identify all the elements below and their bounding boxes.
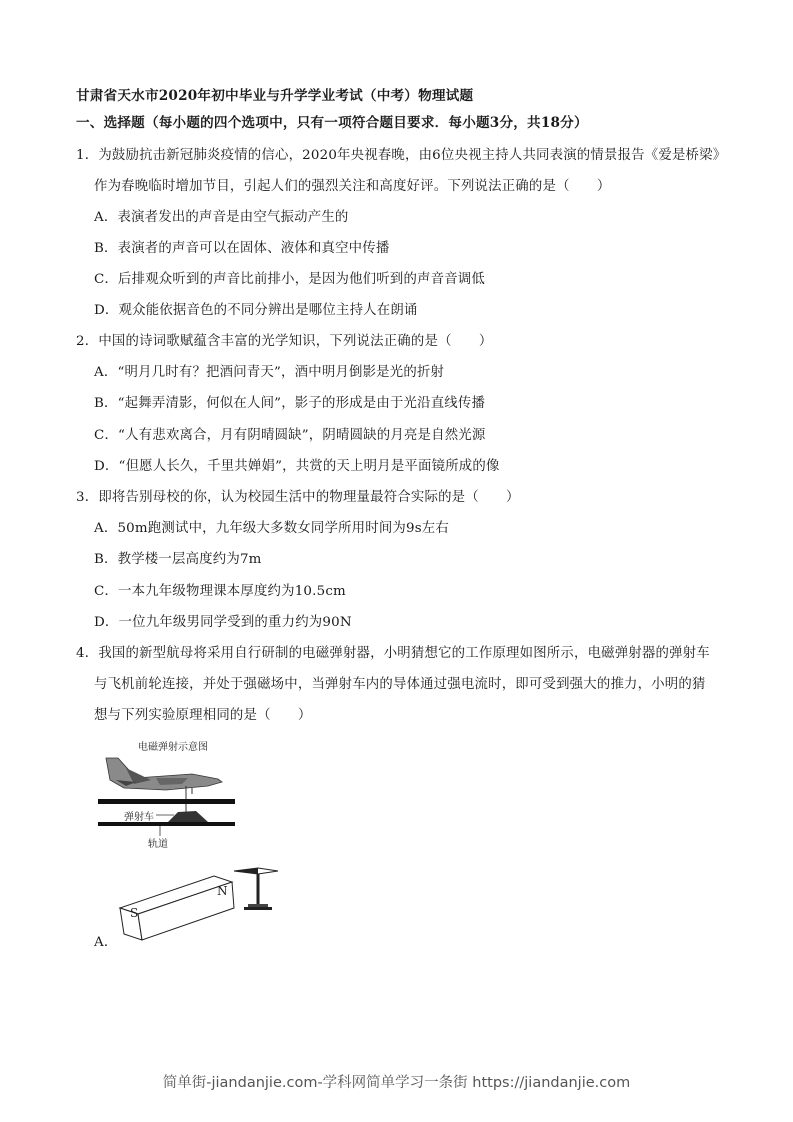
- option-a-label: A．: [94, 935, 118, 950]
- question-number: 3．: [76, 490, 99, 505]
- question-2-option-c: C．“人有悲欢离合，月有阴晴圆缺”，阴晴圆缺的月亮是自然光源: [94, 428, 486, 443]
- magnet-pole-s: S: [130, 906, 139, 920]
- question-1-option-c: C．后排观众听到的声音比前排小，是因为他们听到的声音音调低: [94, 272, 485, 287]
- question-number: 1．: [76, 148, 99, 163]
- question-3: [76, 489, 520, 507]
- question-4-text-cont-1: 与飞机前轮连接，并处于强磁场中，当弹射车内的导体通过强电流时，即可受到强大的推力，小明的猜: [94, 677, 706, 692]
- question-number: 2．: [76, 334, 99, 349]
- question-3-option-a: A．50m跑测试中，九年级大多数女同学所用时间为9s左右: [94, 521, 449, 536]
- footer-watermark: 简单街-jiandanjie.com-学科网简单学习一条街 https://jiandanjie.com: [162, 1075, 631, 1091]
- question-4: [76, 645, 710, 663]
- question-1: [76, 147, 726, 165]
- question-2-option-d: D．“但愿人长久，千里共婵娟”，共赏的天上明月是平面镜所成的像: [94, 459, 500, 474]
- question-2: [76, 333, 492, 351]
- bar-magnet-icon: [92, 864, 292, 954]
- label-track: 轨道: [148, 839, 168, 850]
- jet-aircraft-icon: [96, 738, 241, 850]
- diagram-caption: 电磁弹射示意图: [138, 742, 208, 753]
- question-2-option-a: A．“明月几时有？把酒问青天”，酒中明月倒影是光的折射: [94, 365, 445, 380]
- question-1-option-a: A．表演者发出的声音是由空气振动产生的: [94, 210, 349, 225]
- question-number: 4．: [76, 646, 99, 661]
- label-catapult-cart: 弹射车: [124, 812, 154, 823]
- question-4-text-cont-2: 想与下列实验原理相同的是（ ）: [94, 708, 312, 723]
- question-text: 即将告别母校的你，认为校园生活中的物理量最符合实际的是（ ）: [98, 490, 520, 505]
- question-2-option-b: B．“起舞弄清影，何似在人间”，影子的形成是由于光沿直线传播: [94, 396, 486, 411]
- question-3-option-b: B．教学楼一层高度约为7m: [94, 552, 262, 567]
- question-1-text-cont: 作为春晚临时增加节目，引起人们的强烈关注和高度好评。下列说法正确的是（ ）: [94, 179, 611, 194]
- document-title: 甘肃省天水市2020年初中毕业与升学学业考试（中考）物理试题: [76, 88, 474, 104]
- question-3-option-c: C．一本九年级物理课本厚度约为10.5cm: [94, 584, 346, 599]
- question-1-option-b: B．表演者的声音可以在固体、液体和真空中传播: [94, 241, 390, 256]
- question-1-option-d: D．观众能依据音色的不同分辨出是哪位主持人在朗诵: [94, 303, 418, 318]
- question-text: 为鼓励抗击新冠肺炎疫情的信心，2020年央视春晚，由6位央视主持人共同表演的情景报告《爱是桥梁》: [98, 148, 727, 163]
- question-text: 中国的诗词歌赋蕴含丰富的光学知识，下列说法正确的是（ ）: [98, 334, 493, 349]
- section-heading: 一、选择题（每小题的四个选项中，只有一项符合题目要求．每小题3分，共18分）: [76, 115, 588, 131]
- catapult-diagram: [96, 738, 241, 850]
- question-3-option-d: D．一位九年级男同学受到的重力约为90N: [94, 615, 352, 630]
- option-a-figure: [92, 864, 292, 954]
- magnet-pole-n: N: [217, 884, 228, 898]
- question-text: 我国的新型航母将采用自行研制的电磁弹射器，小明猜想它的工作原理如图所示，电磁弹射器的弹射车: [98, 646, 710, 661]
